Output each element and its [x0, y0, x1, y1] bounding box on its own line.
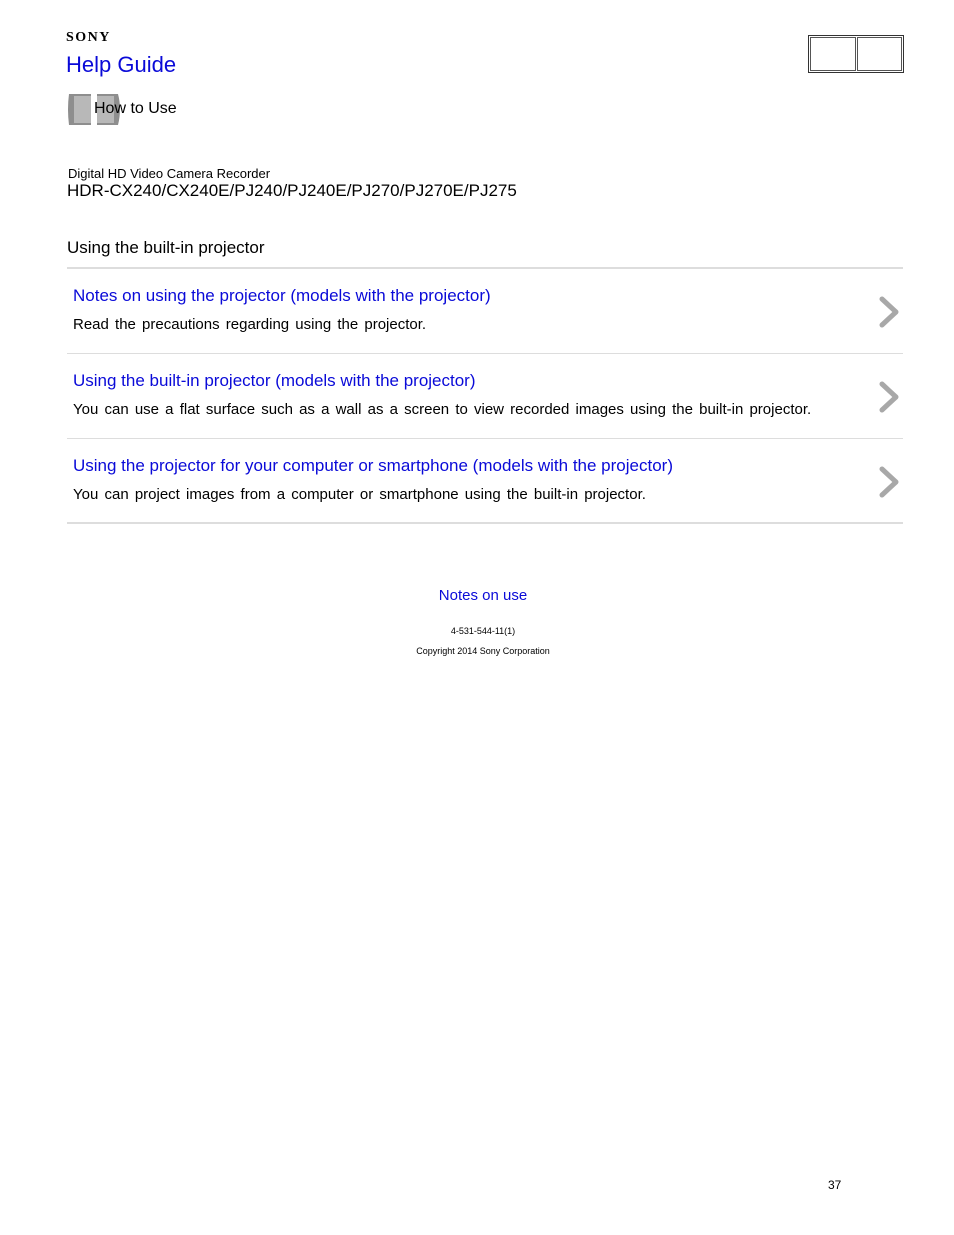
- section-label[interactable]: How to Use: [94, 100, 177, 117]
- page-number: 37: [828, 1178, 842, 1192]
- list-item[interactable]: [67, 439, 903, 524]
- chevron-right-icon[interactable]: [877, 465, 903, 499]
- topic-list: [67, 267, 903, 524]
- document-number: 4-531-544-11(1): [450, 626, 516, 636]
- sony-logo: SONY: [66, 30, 111, 45]
- previous-page-button[interactable]: [810, 37, 856, 71]
- notes-on-use-link[interactable]: Notes on use: [438, 587, 528, 604]
- copyright-notice: Copyright 2014 Sony Corporation: [416, 646, 550, 656]
- topic-link[interactable]: Notes on using the projector (models with the projector): [73, 286, 491, 305]
- page-nav: [808, 35, 904, 73]
- topic-description: Read the precautions regarding using the projector.: [73, 316, 427, 333]
- topic-link[interactable]: Using the projector for your computer or smartphone (models with the projector): [73, 456, 673, 475]
- model-names: HDR-CX240/CX240E/PJ240/PJ240E/PJ270/PJ270E/PJ275: [67, 181, 517, 200]
- next-page-button[interactable]: [857, 37, 903, 71]
- chevron-right-icon[interactable]: [877, 295, 903, 329]
- topic-description: You can project images from a computer or smartphone using the built-in projector.: [73, 486, 646, 503]
- chevron-right-icon[interactable]: [877, 380, 903, 414]
- topic-description: You can use a flat surface such as a wall as a screen to view recorded images using the built-in projector.: [73, 401, 812, 418]
- page-title: Using the built-in projector: [67, 238, 265, 257]
- list-item[interactable]: [67, 269, 903, 354]
- topic-link[interactable]: Using the built-in projector (models with the projector): [73, 371, 476, 390]
- help-guide-title[interactable]: Help Guide: [66, 52, 177, 77]
- product-type: Digital HD Video Camera Recorder: [68, 166, 271, 181]
- list-item[interactable]: [67, 354, 903, 439]
